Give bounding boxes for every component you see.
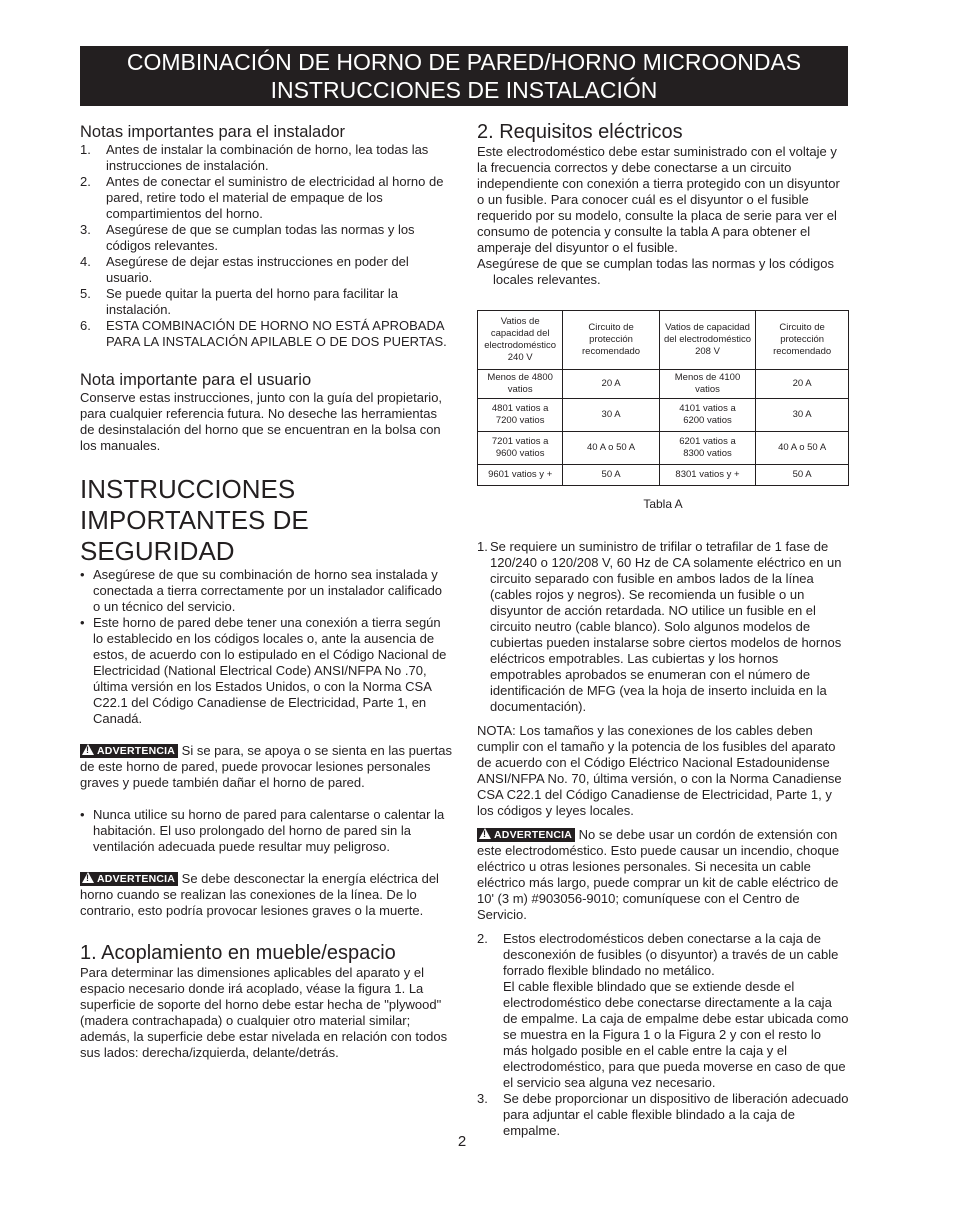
bullet-glyph: • xyxy=(80,567,85,582)
bullet-text: Este horno de pared debe tener una conexión a tierra según lo establecido en los códigos locales o, ante la ausencia de estos, de acuerdo con lo estipulado en el Código Nacional de Electricidad (National Electrical Code) ANSI/NFPA No .70, última versión en los Estados Unidos, o con la Norma CSA C22.1 del Código Canadiense de Electricidad, Parte 1, en Canadá. xyxy=(93,615,447,726)
table-cell: Menos de 4100 vatios xyxy=(659,370,755,399)
item-number: 3. xyxy=(477,1091,488,1106)
item-text: Antes de instalar la combinación de horno, lea todas las instrucciones de instalación. xyxy=(106,142,429,173)
table-cell: 20 A xyxy=(563,370,659,399)
safety-bullets xyxy=(80,567,452,727)
table-cell: Menos de 4800 vatios xyxy=(478,370,563,399)
table-a xyxy=(477,310,849,486)
item-text: Antes de conectar el suministro de electricidad al horno de pared, retire todo el material de empaque de los compartimientos del horno. xyxy=(106,174,444,221)
warning-badge xyxy=(80,744,178,758)
warning-triangle-icon: ! xyxy=(479,828,491,839)
table-header-cell: Circuito de protección recomendado xyxy=(756,311,849,370)
warning-label: ADVERTENCIA xyxy=(97,873,176,885)
warning-triangle-icon: ! xyxy=(82,872,94,883)
table-header-cell: Circuito de protección recomendado xyxy=(563,311,659,370)
item-number: 2. xyxy=(80,174,91,189)
list-item xyxy=(80,142,452,174)
cabinet-heading: 1. Acoplamiento en mueble/espacio xyxy=(80,942,396,964)
table-cell: 8301 vatios y + xyxy=(659,465,755,486)
list-item xyxy=(80,254,452,286)
table-header-cell: Vatios de capacidad del electrodoméstico 240 V xyxy=(478,311,563,370)
title-line-1: COMBINACIÓN DE HORNO DE PARED/HORNO MICROONDAS xyxy=(126,49,802,75)
list-item xyxy=(80,286,452,318)
list-item xyxy=(477,539,849,715)
cell-text: 7201 vatios a 9600 vatios xyxy=(491,436,549,459)
table-header-cell: Vatios de capacidad del electrodoméstico 208 V xyxy=(659,311,755,370)
table-cell xyxy=(659,399,755,432)
safety-bullets-2 xyxy=(80,807,452,855)
item-text: Asegúrese de que se cumplan todas las normas y los códigos relevantes. xyxy=(106,222,415,253)
item-number: 4. xyxy=(80,254,91,269)
left-column xyxy=(80,122,452,1061)
bullet-glyph: • xyxy=(80,615,85,630)
table-cell xyxy=(659,432,755,465)
list-item xyxy=(477,1091,849,1139)
table-caption: Tabla A xyxy=(643,497,683,511)
list-item xyxy=(80,567,452,615)
installer-notes-heading: Notas importantes para el instalador xyxy=(80,123,346,141)
table-row xyxy=(478,399,849,432)
safety-heading-line-1: INSTRUCCIONES xyxy=(80,474,296,504)
item-number: 1. xyxy=(477,539,488,554)
table-cell: 50 A xyxy=(756,465,849,486)
electrical-text: Este electrodoméstico debe estar suministrado con el voltaje y la frecuencia correctos y debe conectarse a un circuito independiente con conexión a tierra protegido con un disyuntor o un fusible. Para conocer cuál es el disyuntor o el fusible requerido por su modelo, consulte la placa de serie para ver el consumo de potencia y consulte la tabla A para obtener el amperaje del disyuntor o el fusible. xyxy=(477,144,840,255)
bullet-text: Nunca utilice su horno de pared para calentarse o calentar la habitación. El uso prolongado del horno de pared sin la ventilación adecuada puede resultar muy peligroso. xyxy=(93,807,445,854)
list-item xyxy=(80,615,452,727)
electrical-heading: 2. Requisitos eléctricos xyxy=(477,121,683,143)
warning-text: No se debe usar un cordón de extensión con este electrodoméstico. Esto puede causar un incendio, choque eléctrico u otras lesiones personales. Si necesita un cable eléctrico más largo, puede comprar un kit de cable eléctrico de 10' (3 m) #903056-9010; comuníquese con el Centro de Servicio. xyxy=(477,827,840,922)
warning-badge xyxy=(477,828,575,842)
table-row xyxy=(478,465,849,486)
warning-paragraph-1 xyxy=(80,743,452,791)
item-number: 3. xyxy=(80,222,91,237)
supply-note: NOTA: Los tamaños y las conexiones de los cables deben cumplir con el tamaño y la potencia de los fusibles del aparato de acuerdo con el Código Eléctrico Nacional Estadounidense ANSI/NFPA No. 70, última versión, o con la Norma Canadiense CSA C22.1 del Código Canadiense de Electricidad, Parte 1, y los códigos y leyes locales. xyxy=(477,723,842,818)
cell-text: 6201 vatios a 8300 vatios xyxy=(679,436,736,459)
warning-paragraph-3 xyxy=(477,827,849,923)
list-item xyxy=(80,174,452,222)
cabinet-text: Para determinar las dimensiones aplicables del aparato y el espacio necesario donde irá acoplado, véase la figura 1. La superficie de soporte del horno debe estar hecha de "plywood" (madera contrachapada) o cualquier otro material similar; además, la superficie debe estar nivelada en relación con todos sus lados: derecha/izquierda, delante/detrás. xyxy=(80,965,448,1060)
table-cell: 30 A xyxy=(756,399,849,432)
item-text: Se debe proporcionar un dispositivo de liberación adecuado para adjuntar el cable flexible blindado a la caja de empalme. xyxy=(503,1091,849,1138)
warning-text: Si se para, se apoya o se sienta en las puertas de este horno de pared, puede provocar lesiones personales graves y puede también dañar el horno de pared. xyxy=(80,743,452,790)
bullet-text: Asegúrese de que su combinación de horno sea instalada y conectada a tierra correctamente por un instalador calificado o un técnico del servicio. xyxy=(93,567,443,614)
warning-badge xyxy=(80,872,178,886)
table-cell: 40 A o 50 A xyxy=(563,432,659,465)
cell-text: 4801 vatios a 7200 vatios xyxy=(491,403,549,426)
item-text: Asegúrese de dejar estas instrucciones en poder del usuario. xyxy=(106,254,409,285)
table-row xyxy=(478,370,849,399)
item-text: Se puede quitar la puerta del horno para facilitar la instalación. xyxy=(106,286,398,317)
list-item xyxy=(80,807,452,855)
item-text-continued: El cable flexible blindado que se extiende desde el electrodoméstico debe conectarse directamente a la caja de empalme. La caja de empalme debe estar ubicada como se muestra en la Figura 1 o la Figura 2 y con el resto lo más holgado posible en el cable entre la caja y el electrodoméstico, para que pueda moverse en caso de que el servicio sea alguna vez necesario. xyxy=(503,979,849,1090)
table-cell: 40 A o 50 A xyxy=(756,432,849,465)
warning-paragraph-2 xyxy=(80,871,452,919)
bullet-glyph: • xyxy=(80,807,85,822)
table-cell: 9601 vatios y + xyxy=(478,465,563,486)
item-text: Se requiere un suministro de trifilar o tetrafilar de 1 fase de 120/240 o 120/208 V, 60 Hz de CA solamente eléctrico en un circuito separado con fusible en ambos lados de la línea (cables rojos y negros). Se recomienda un fusible o un disyuntor de acción retardada. NO utilice un fusible en el circuito neutro (cable blanco). Solo algunos modelos de cubiertas pueden instalarse sobre ciertos modelos de hornos eléctricos empotrables. Las cubiertas y los hornos empotrables aprobados se enumeran con el número de identificación de MFG (vea la hoja de inserto incluida en la documentación). xyxy=(490,539,842,714)
safety-heading-line-2: IMPORTANTES DE SEGURIDAD xyxy=(80,505,309,566)
item-number: 1. xyxy=(80,142,91,157)
item-text: ESTA COMBINACIÓN DE HORNO NO ESTÁ APROBADA PARA LA INSTALACIÓN APILABLE O DE DOS PUERTAS. xyxy=(106,318,447,349)
user-note-text: Conserve estas instrucciones, junto con la guía del propietario, para cualquier referencia futura. No deseche las herramientas de desinstalación del horno que se encuentran en la bolsa con los manuales. xyxy=(80,390,443,453)
warning-triangle-icon: ! xyxy=(82,744,94,755)
item-number: 2. xyxy=(477,931,488,946)
table-header-row xyxy=(478,311,849,370)
list-item xyxy=(80,222,452,254)
list-item xyxy=(80,318,452,350)
right-column xyxy=(477,120,849,1139)
safety-heading xyxy=(80,474,452,567)
supply-list-1 xyxy=(477,539,849,715)
table-cell xyxy=(478,399,563,432)
item-number: 5. xyxy=(80,286,91,301)
table-row xyxy=(478,432,849,465)
supply-list-2 xyxy=(477,931,849,1139)
warning-label: ADVERTENCIA xyxy=(97,745,176,757)
user-note-heading: Nota importante para el usuario xyxy=(80,371,312,389)
title-line-2: INSTRUCCIONES DE INSTALACIÓN xyxy=(270,77,658,103)
warning-label: ADVERTENCIA xyxy=(494,829,573,841)
table-cell xyxy=(478,432,563,465)
electrical-text-2: Asegúrese de que se cumplan todas las normas y los códigos locales relevantes. xyxy=(477,256,834,287)
installer-notes-list xyxy=(80,142,452,350)
cell-text: 4101 vatios a 6200 vatios xyxy=(679,403,736,426)
table-cell: 50 A xyxy=(563,465,659,486)
list-item xyxy=(477,931,849,1091)
page-number: 2 xyxy=(457,1133,467,1150)
table-cell: 30 A xyxy=(563,399,659,432)
table-cell: 20 A xyxy=(756,370,849,399)
title-banner xyxy=(80,46,848,106)
warning-text: Se debe desconectar la energía eléctrica del horno cuando se realizan las conexiones de la línea. De lo contrario, esto podría provocar lesiones graves o la muerte. xyxy=(80,871,439,918)
item-number: 6. xyxy=(80,318,91,333)
item-text: Estos electrodomésticos deben conectarse a la caja de desconexión de fusibles (o disyuntor) a través de un cable forrado flexible blindado no metálico. xyxy=(503,931,839,978)
